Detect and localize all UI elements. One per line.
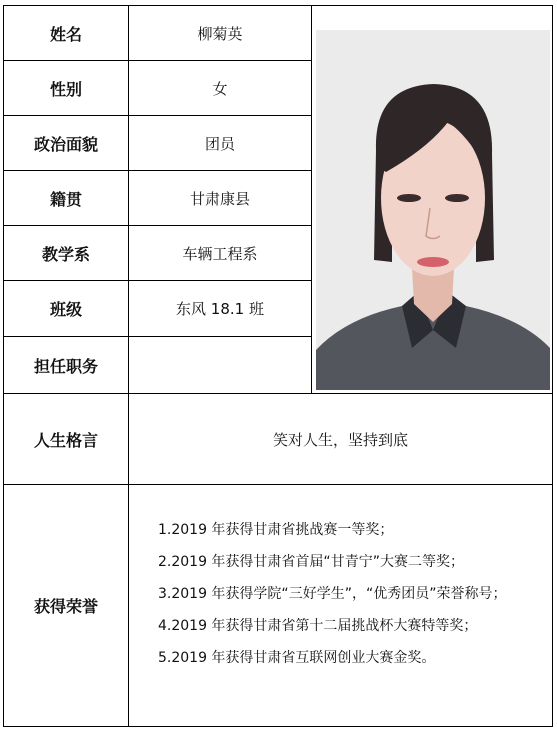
department-label: 教学系 (41, 244, 90, 264)
border-col2 (311, 5, 312, 393)
gender-label: 性别 (49, 79, 82, 99)
honor-item: 4.2019 年获得甘肃省第十二届挑战杯大赛特等奖； (158, 618, 478, 634)
honors-label: 获得荣誉 (33, 597, 98, 616)
honors-list (130, 486, 554, 674)
duty-label: 担任职务 (33, 356, 98, 376)
hometown-value: 甘肃康县 (189, 189, 250, 208)
honor-item: 5.2019 年获得甘肃省互联网创业大赛金奖。 (158, 650, 436, 666)
hometown-label: 籍贯 (49, 189, 82, 209)
class-value: 东风 18.1 班 (176, 300, 264, 318)
motto-label: 人生格言 (33, 430, 98, 450)
honor-item: 3.2019 年获得学院“三好学生”，“优秀团员”荣誉称号； (158, 586, 507, 602)
honor-item: 2.2019 年获得甘肃省首届“甘青宁”大赛二等奖； (158, 554, 464, 570)
name-label: 姓名 (49, 24, 82, 44)
portrait-illustration (316, 30, 550, 390)
honor-item: 1.2019 年获得甘肃省挑战赛一等奖； (158, 522, 394, 538)
department-value: 车辆工程系 (182, 244, 258, 263)
border-bottom (3, 726, 553, 727)
gender-value: 女 (212, 79, 228, 98)
class-label: 班级 (49, 300, 82, 319)
name-value: 柳菊英 (197, 24, 243, 43)
profile-photo (316, 30, 550, 390)
motto-value: 笑对人生，坚持到底 (272, 430, 408, 449)
politics-value: 团员 (204, 134, 235, 153)
duty-value (129, 337, 311, 393)
politics-label: 政治面貌 (33, 134, 98, 154)
